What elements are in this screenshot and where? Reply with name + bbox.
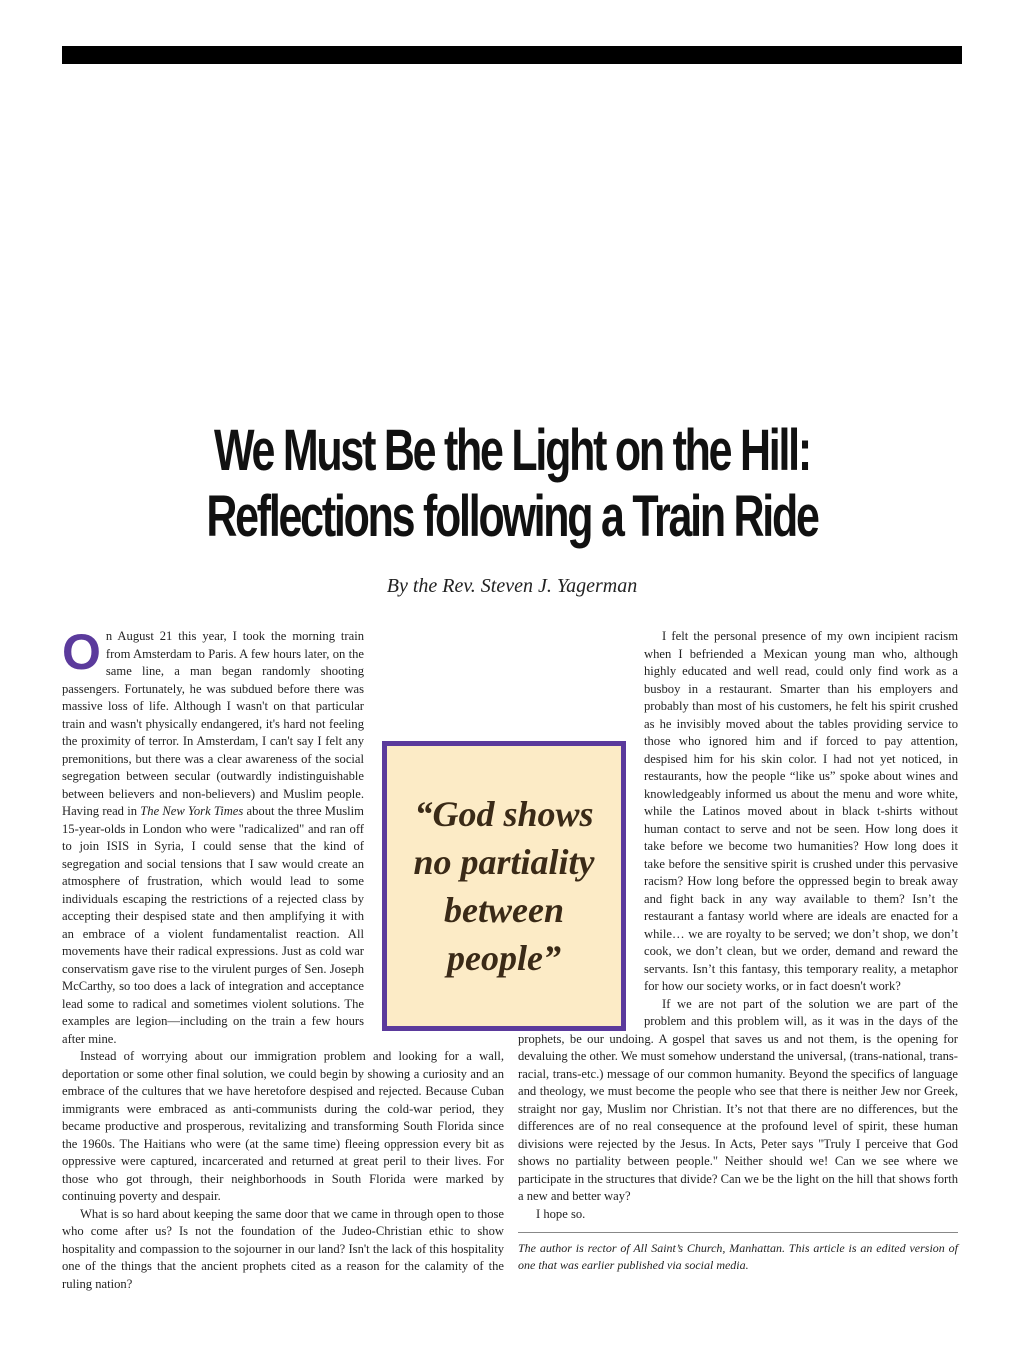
paragraph-1: On August 21 this year, I took the morning train from Amsterdam to Paris. A few hours later, on the same line, a man began randomly shooting passengers. Fortunately, he was subdued before there was massive loss of life. Although I wasn't on that particular train and wasn't physically endangered, it's hard not feeling the proximity of terror. In Amsterdam, I can't say I felt any premonitions, but there was a clear awareness of the social segregation between secular (outwardly indistinguishable between believers and non-believers) and Muslim people. Having read in The New York Times about the three Muslim 15-year-olds in London who were "radicalized" and ran off to join ISIS in Syria, I could sense that the kind of segregation and social tensions that I saw would create an atmosphere of frustration, which would lead to some individuals escaping the restrictions of a rejected class by accepting their despised state and then amplifying it with an embrace of a violent fundamentalist reaction. All movements have their radical expressions. Just as cold war conservatism gave rise to the virulent purges of Sen. Joseph McCarthy, so too does a lack of integration and acceptance lead some to radical and sometimes violent solutions. The examples are legion—including on the train a few hours after mine. <box>62 624 364 1046</box>
title-line-2: Reflections following a Train Ride <box>206 484 818 549</box>
newspaper-name: The New York Times <box>140 804 244 818</box>
note-divider <box>518 1232 958 1233</box>
byline: By the Rev. Steven J. Yagerman <box>386 575 638 597</box>
paragraph-3: What is so hard about keeping the same door that we came in through open to those who come after us? Is not the foundation of the Judeo-Christian ethic to show hospitality and compassion to the sojourner in our land? Isn't the lack of this hospitality one of the things that the ancient prophets cited as a reason for the calamity of the ruling nation? <box>62 1206 504 1291</box>
pull-quote-text: “God shows no partiality between people” <box>413 794 595 978</box>
paragraph-5: If we are not part of the solution we are part of the problem and this problem will, as it was in the days of the prophets, be our undoing. A gospel that saves us and not them, is the opening for devaluing the other. We must somehow understand the universal, (trans-national, trans-racial, trans-etc.) message of our common humanity. Beyond the specifics of language and theology, we must become the people who see that there is neither Jew nor Greek, straight nor gay, Muslim nor Christian. It’s not that there are no differences, but the differences are of no real consequence at the profound level of spirit, these human divisions were rejected by the Jesus. In Acts, Peter says "Truly I perceive that God shows no partiality between people." Neither should we! Can we see where we participate in the structures that divide? Can we be the light on the hill that shows forth a new and better way? <box>518 996 958 1203</box>
title-line-1: We Must Be the Light on the Hill: <box>214 418 810 483</box>
top-rule <box>62 46 962 64</box>
article-title <box>179 418 845 550</box>
drop-cap: O <box>62 624 101 680</box>
paragraph-2: Instead of worrying about our immigration problem and looking for a wall, deportation or some other final solution, we could begin by showing a curiosity and an embrace of the cultures that we have heretofore despised and rejected. Because Cuban immigrants were embraced as anti-communists during the cold-war period, they became productive and prosperous, revitalizing and transforming South Florida since the 1960s. The Haitians who were (at the same time) fleeing oppression every bit as oppressive were captured, incarcerated and returned at great peril to their lives. For those who got through, their neighborhoods in South Florida were marked by continuing poverty and despair. <box>62 1049 504 1203</box>
paragraph-6: I hope so. <box>536 1206 586 1221</box>
pull-quote-box <box>382 741 626 1031</box>
paragraph-4: I felt the personal presence of my own incipient racism when I befriended a Mexican young man who, although highly educated and well read, could only find work as a busboy in a restaurant. Smarter than his employers and probably than most of his customers, he felt his spirit crushed as he invisibly moved about the tables providing service to those who ignored him and if forced to pay attention, despised him for his skin color. I had not yet noticed, in restaurants, how the people “like us” spoke about wines and knowledgeably informed us about the menu and wore white, while the Latinos moved about in black t-shirts without human contact to serve and not be seen. How long does it take before we become two humanities? How long does it take before the sensitive spirit is crushed under this pervasive racism? How long before the oppressed begin to break away and fight back in any way available to them? Isn’t the restaurant a fantasy world where are ideals are enacted for a while… we are royalty to be served; we don’t shop, we don’t cook, we don’t clean, but we order, demand and reward the servants. Isn’t this fantasy, this temporary reality, a metaphor for how our society works, or in fact doesn't work? <box>644 629 958 993</box>
author-note: The author is rector of All Saint’s Church, Manhattan. This article is an edited version of one that was earlier published via social media. <box>518 1241 958 1272</box>
